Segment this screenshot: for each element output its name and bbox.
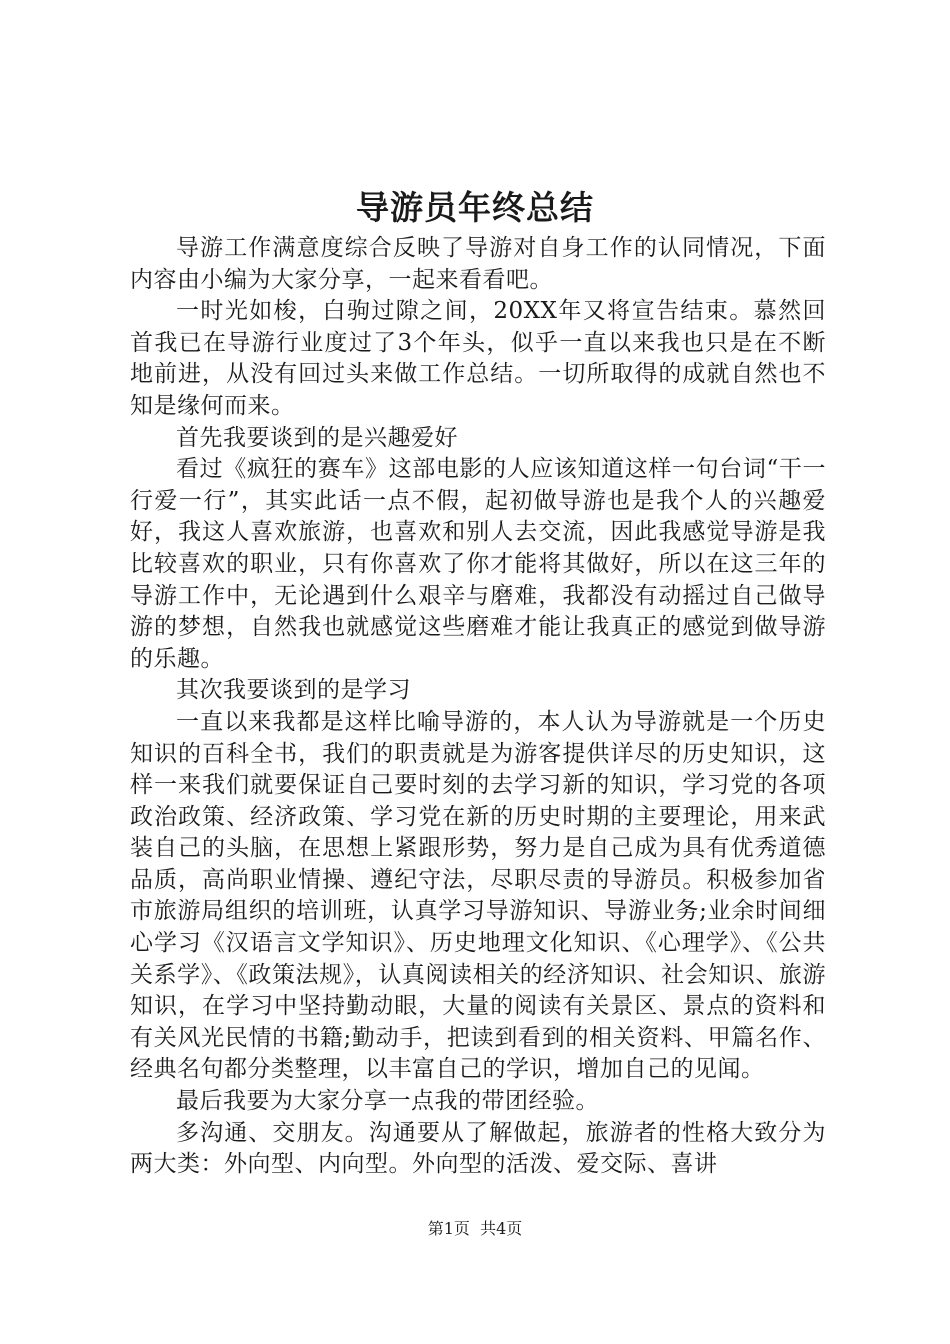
page-number: 第1页 <box>427 1219 470 1238</box>
heading-interest: 首先我要谈到的是兴趣爱好 <box>176 424 458 451</box>
heading-experience: 最后我要为大家分享一点我的带团经验。 <box>176 1088 599 1115</box>
page-total: 共4页 <box>480 1219 523 1238</box>
paragraph-interest: 看过《疯狂的赛车》这部电影的人应该知道这样一句台词“干一行爱一行”，其实此话一点不假，起初做导游也是我个人的兴趣爱好，我这人喜欢旅游，也喜欢和别人去交流，因此我感觉导游是我比较喜欢的职业，只有你喜欢了你才能将其做好，所以在这三年的导游工作中，无论遇到什么艰辛与磨难，我都没有动摇过自己做导游的梦想，自然我也就感觉这些磨难才能让我真正的感觉到做导游的乐趣。 <box>130 456 826 672</box>
paragraph-intro: 导游工作满意度综合反映了导游对自身工作的认同情况，下面内容由小编为大家分享，一起来看看吧。 <box>130 235 826 293</box>
page-footer <box>0 1218 950 1240</box>
paragraph-review: 一时光如梭，白驹过隙之间，20XX年又将宣告结束。慕然回首我已在导游行业度过了3个年头，似乎一直以来我也只是在不断地前进，从没有回过头来做工作总结。一切所取得的成就自然也不知是缘何而来。 <box>130 298 826 419</box>
footer-separator <box>470 1219 480 1238</box>
paragraph-communication: 多沟通、交朋友。沟通要从了解做起，旅游者的性格大致分为两大类：外向型、内向型。外向型的活泼、爱交际、喜讲 <box>130 1119 826 1178</box>
heading-study: 其次我要谈到的是学习 <box>176 677 411 704</box>
paragraph-study: 一直以来我都是这样比喻导游的，本人认为导游就是一个历史知识的百科全书，我们的职责就是为游客提供详尽的历史知识，这样一来我们就要保证自己要时刻的去学习新的知识，学习党的各项政治政策、经济政策、学习党在新的历史时期的主要理论，用来武装自己的头脑，在思想上紧跟形势，努力是自己成为具有优秀道德品质，高尚职业情操、遵纪守法，尽职尽责的导游员。积极参加省市旅游局组织的培训班，认真学习导游知识、导游业务;业余时间细心学习《汉语言文学知识》、历史地理文化知识、《心理学》、《公共关系学》、《政策法规》，认真阅读相关的经济知识、社会知识、旅游知识，在学习中坚持勤动眼，大量的阅读有关景区、景点的资料和有关风光民情的书籍;勤动手，把读到看到的相关资料、甲篇名作、经典名句都分类整理，以丰富自己的学识，增加自己的见闻。 <box>130 708 826 1083</box>
document-title: 导游员年终总结 <box>356 188 594 227</box>
document-body <box>130 233 826 1181</box>
